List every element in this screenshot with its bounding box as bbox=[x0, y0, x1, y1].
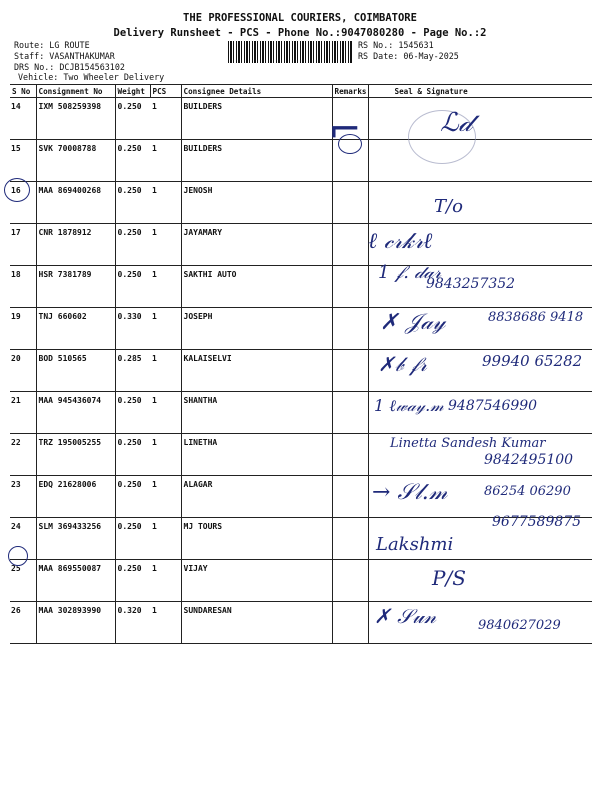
row-pcs: 1 bbox=[150, 182, 181, 224]
row-weight: 0.250 bbox=[115, 140, 150, 182]
runsheet-subtitle: Delivery Runsheet - PCS - Phone No.:9047080280 - Page No.:2 bbox=[113, 27, 487, 39]
row-consignee: KALAISELVI bbox=[181, 350, 332, 392]
row-consignee: LINETHA bbox=[181, 434, 332, 476]
row-sno: 18 bbox=[10, 266, 36, 308]
header-remarks: Remarks bbox=[332, 85, 368, 98]
row-remarks bbox=[332, 266, 368, 308]
row-consignee: SUNDARESAN bbox=[181, 602, 332, 644]
circle-mark-row25 bbox=[8, 546, 28, 566]
row-weight: 0.250 bbox=[115, 266, 150, 308]
header-sno: S No bbox=[10, 85, 36, 98]
row-weight: 0.285 bbox=[115, 350, 150, 392]
row-pcs: 1 bbox=[150, 602, 181, 644]
row-pcs: 1 bbox=[150, 560, 181, 602]
table-row bbox=[10, 140, 592, 182]
row-consignee: SHANTHA bbox=[181, 392, 332, 434]
row-pcs: 1 bbox=[150, 476, 181, 518]
row-pcs: 1 bbox=[150, 98, 181, 140]
table-row bbox=[10, 224, 592, 266]
handwritten-phone-r24: 9677589875 bbox=[492, 514, 582, 530]
row-pcs: 1 bbox=[150, 434, 181, 476]
row-pcs: 1 bbox=[150, 350, 181, 392]
row-remarks bbox=[332, 602, 368, 644]
row-consignment: SVK 70008788 bbox=[36, 140, 115, 182]
handwritten-phone-r18: 9843257352 bbox=[426, 276, 516, 292]
row-weight: 0.250 bbox=[115, 98, 150, 140]
row-remarks bbox=[332, 476, 368, 518]
row-remarks bbox=[332, 518, 368, 560]
row-sno: 14 bbox=[10, 98, 36, 140]
header-weight: Weight bbox=[115, 85, 150, 98]
handwritten-r17: T/o bbox=[434, 196, 463, 217]
signature-scribble-r23: → 𝒮𝓁.𝓂 bbox=[372, 480, 448, 505]
row-consignment: MAA 869400268 bbox=[36, 182, 115, 224]
row-consignee: BUILDERS bbox=[181, 98, 332, 140]
row-pcs: 1 bbox=[150, 224, 181, 266]
header-consignee: Consignee Details bbox=[181, 85, 332, 98]
row-consignee: SAKTHI AUTO bbox=[181, 266, 332, 308]
row-consignment: MAA 869550087 bbox=[36, 560, 115, 602]
barcode-image bbox=[228, 41, 352, 63]
row-weight: 0.250 bbox=[115, 560, 150, 602]
row-sno: 23 bbox=[10, 476, 36, 518]
row-signature bbox=[368, 182, 592, 224]
row-pcs: 1 bbox=[150, 308, 181, 350]
handwritten-phone-r22: 9842495100 bbox=[484, 452, 574, 468]
vehicle-label: Vehicle: Two Wheeler Delivery bbox=[18, 72, 165, 82]
row-consignee: JAYAMARY bbox=[181, 224, 332, 266]
row-pcs: 1 bbox=[150, 266, 181, 308]
row-consignment: SLM 369433256 bbox=[36, 518, 115, 560]
row-weight: 0.250 bbox=[115, 224, 150, 266]
row-consignment: TNJ 660602 bbox=[36, 308, 115, 350]
route-label: Route: LG ROUTE bbox=[14, 40, 90, 50]
circle-mark-row16 bbox=[4, 178, 30, 202]
handwritten-phone-r20: 99940 65282 bbox=[482, 352, 583, 370]
row-consignee: JOSEPH bbox=[181, 308, 332, 350]
table-row bbox=[10, 560, 592, 602]
row-consignee: BUILDERS bbox=[181, 140, 332, 182]
signature-scribble-r21: 1 ℓ𝓌𝒶𝓎.𝓂 bbox=[374, 396, 444, 415]
staff-label: Staff: VASANTHAKUMAR bbox=[14, 51, 115, 61]
row-remarks bbox=[332, 350, 368, 392]
handwritten-r25: P/S bbox=[432, 566, 466, 590]
row-consignment: EDQ 21628006 bbox=[36, 476, 115, 518]
row-weight: 0.250 bbox=[115, 392, 150, 434]
row-sno: 15 bbox=[10, 140, 36, 182]
row-consignment: BOD 510565 bbox=[36, 350, 115, 392]
row-signature bbox=[368, 560, 592, 602]
row-consignment: MAA 945436074 bbox=[36, 392, 115, 434]
row-sno: 26 bbox=[10, 602, 36, 644]
row-weight: 0.320 bbox=[115, 602, 150, 644]
row-sno: 17 bbox=[10, 224, 36, 266]
row-sno: 25 bbox=[10, 560, 36, 602]
row-weight: 0.250 bbox=[115, 476, 150, 518]
row-pcs: 1 bbox=[150, 140, 181, 182]
row-sno: 16 bbox=[10, 182, 36, 224]
row-weight: 0.250 bbox=[115, 518, 150, 560]
row-signature bbox=[368, 140, 592, 182]
row-weight: 0.330 bbox=[115, 308, 150, 350]
row-consignment: CNR 1878912 bbox=[36, 224, 115, 266]
drs-number: DRS No.: DCJB154563102 bbox=[14, 62, 125, 72]
row-sno: 22 bbox=[10, 434, 36, 476]
handwritten-phone-r19: 8838686 9418 bbox=[488, 310, 584, 325]
rs-number: RS No.: 1545631 bbox=[358, 40, 434, 50]
row-consignee: VIJAY bbox=[181, 560, 332, 602]
handwritten-phone-r26: 9840627029 bbox=[478, 618, 561, 633]
company-title: THE PROFESSIONAL COURIERS, COIMBATORE bbox=[183, 12, 417, 24]
row-weight: 0.250 bbox=[115, 182, 150, 224]
header-signature: Seal & Signature bbox=[368, 85, 592, 98]
row-pcs: 1 bbox=[150, 392, 181, 434]
row-consignment: MAA 302893990 bbox=[36, 602, 115, 644]
row-remarks bbox=[332, 182, 368, 224]
row-consignee: MJ TOURS bbox=[181, 518, 332, 560]
row-remarks bbox=[332, 224, 368, 266]
row-pcs: 1 bbox=[150, 518, 181, 560]
handwritten-name-r24: Lakshmi bbox=[376, 534, 454, 555]
circle-mark-r15 bbox=[338, 134, 362, 154]
row-sno: 24 bbox=[10, 518, 36, 560]
row-remarks bbox=[332, 560, 368, 602]
signature-scribble-r14: ℒ𝒹 bbox=[440, 108, 472, 138]
row-consignee: JENOSH bbox=[181, 182, 332, 224]
row-weight: 0.250 bbox=[115, 434, 150, 476]
row-consignment: HSR 7381789 bbox=[36, 266, 115, 308]
row-remarks bbox=[332, 392, 368, 434]
table-row bbox=[10, 98, 592, 140]
signature-scribble-r20: ✗𝒷 𝒻𝓇 bbox=[378, 352, 427, 376]
table-row bbox=[10, 182, 592, 224]
header-pcs: PCS bbox=[150, 85, 181, 98]
signature-scribble-r17: ℓ 𝒸𝓇𝓀𝓇ℓ bbox=[368, 229, 433, 254]
row-consignee: ALAGAR bbox=[181, 476, 332, 518]
signature-scribble-r18: 1 𝒻. 𝒹𝒶𝓇 bbox=[378, 262, 442, 283]
handwritten-name-r22: Linetta Sandesh Kumar bbox=[390, 436, 546, 451]
row-consignment: IXM 508259398 bbox=[36, 98, 115, 140]
bracket-mark-r14: ⌐ bbox=[328, 107, 362, 153]
header-consignment: Consignment No bbox=[36, 85, 115, 98]
row-consignment: TRZ 195005255 bbox=[36, 434, 115, 476]
row-sno: 20 bbox=[10, 350, 36, 392]
table-header-row bbox=[10, 85, 592, 98]
rs-date: RS Date: 06-May-2025 bbox=[358, 51, 459, 61]
signature-scribble-r19: ✗ 𝒥𝒶𝓎 bbox=[380, 310, 446, 335]
row-remarks bbox=[332, 308, 368, 350]
signature-scribble-r26: ✗ 𝒮𝓊𝓃 bbox=[374, 604, 437, 628]
row-remarks bbox=[332, 434, 368, 476]
handwritten-phone-r23: 86254 06290 bbox=[484, 484, 571, 499]
row-sno: 19 bbox=[10, 308, 36, 350]
row-signature bbox=[368, 98, 592, 140]
row-sno: 21 bbox=[10, 392, 36, 434]
handwritten-phone-r21: 9487546990 bbox=[448, 398, 538, 414]
